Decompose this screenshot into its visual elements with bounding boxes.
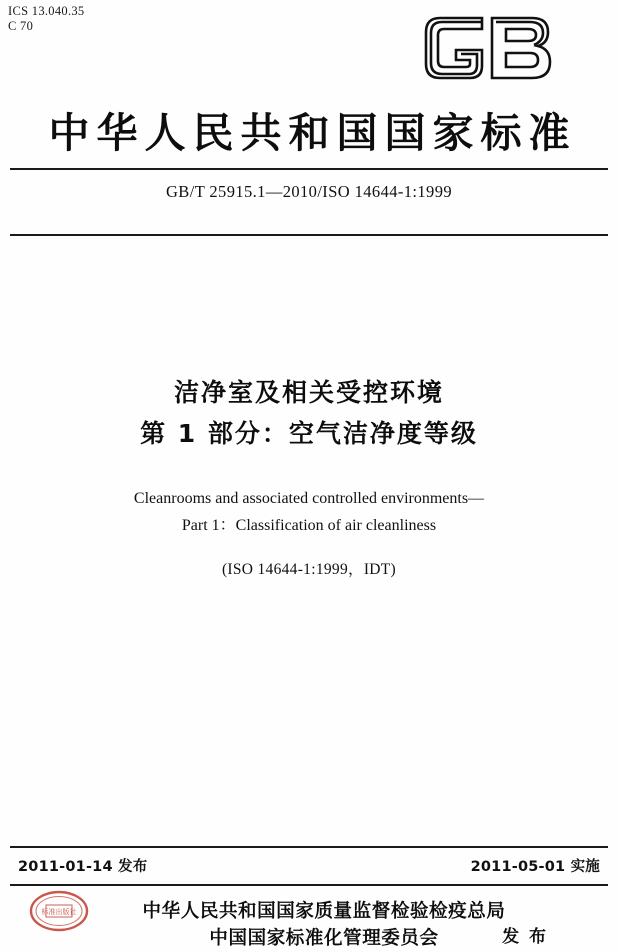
issuer-line-2: 中国国家标准化管理委员会	[209, 928, 439, 949]
divider-top	[10, 168, 608, 170]
classification-codes	[8, 4, 84, 34]
divider-under-number	[10, 234, 608, 236]
divider-dates-bottom	[10, 884, 608, 886]
document-title-en-line2: Part 1：Classification of air cleanliness	[181, 517, 437, 534]
document-title-en-line1: Cleanrooms and associated controlled environments—	[133, 490, 485, 507]
ccs-code: C 70	[8, 19, 34, 33]
document-title-cn-line2: 第 1 部分：空气洁净度等级	[140, 419, 478, 448]
standard-number: GB/T 25915.1—2010/ISO 14644-1:1999	[165, 182, 452, 201]
page-title: 中华人民共和国国家标准	[48, 109, 577, 157]
divider-dates-top	[10, 846, 608, 848]
document-title-cn	[0, 372, 618, 454]
issue-date: 2011-01-14 发布	[18, 859, 148, 875]
document-title-en	[0, 485, 618, 539]
publish-label: 发 布	[502, 927, 548, 947]
gb-logo-icon	[420, 8, 570, 86]
document-title-cn-line1: 洁净室及相关受控环境	[173, 378, 444, 407]
iso-equivalence-note: (ISO 14644-1:1999，IDT)	[221, 561, 397, 578]
ics-code: ICS 13.040.35	[8, 4, 85, 18]
svg-text:标准出版社: 标准出版社	[41, 908, 77, 916]
issuer-line-1: 中华人民共和国国家质量监督检验检疫总局	[142, 901, 506, 922]
effective-date: 2011-05-01 实施	[470, 859, 600, 875]
